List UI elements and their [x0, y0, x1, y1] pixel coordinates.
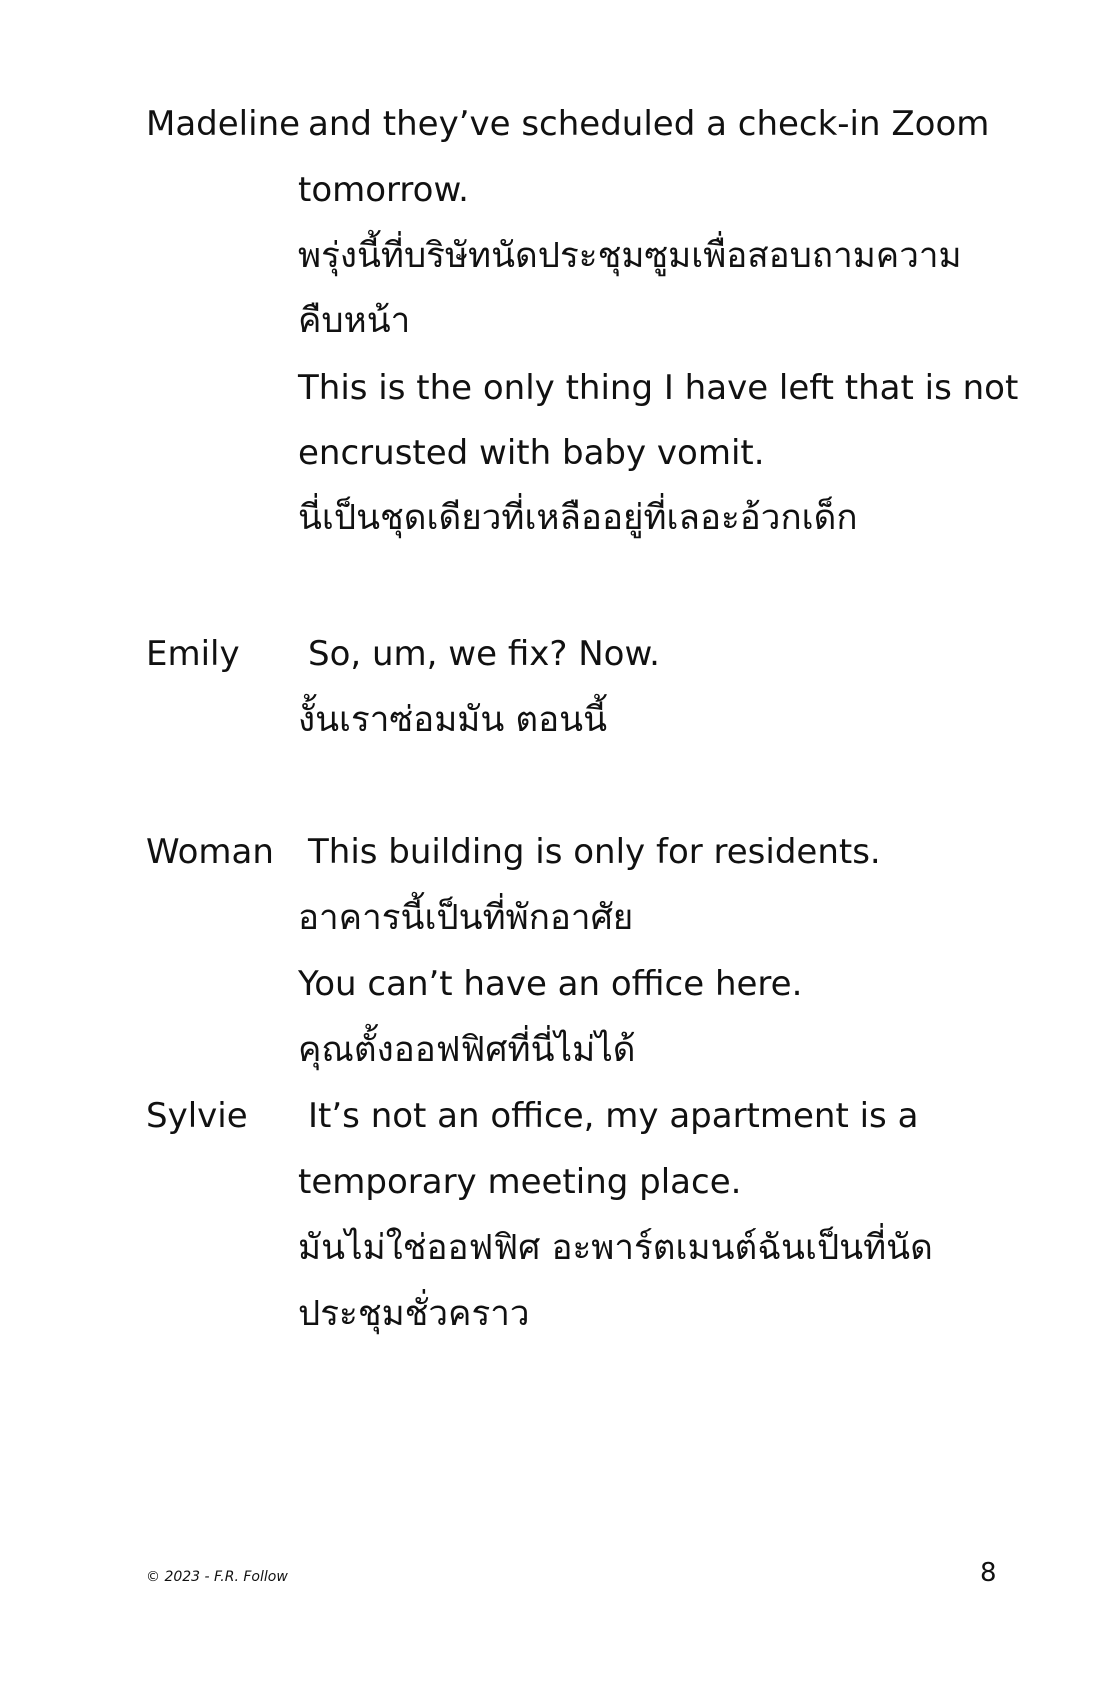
dialogue-line-thai: คืบหน้า: [298, 301, 411, 341]
copyright-notice: © 2023 - F.R. Follow: [146, 1569, 288, 1585]
dialogue-line: tomorrow.: [298, 170, 469, 210]
dialogue-line-thai: ประชุมชั่วคราว: [298, 1294, 530, 1334]
dialogue-line: and they’ve scheduled a check-in Zoom: [308, 104, 990, 144]
dialogue-line: temporary meeting place.: [298, 1162, 742, 1202]
speaker-name: Sylvie: [146, 1096, 248, 1136]
dialogue-line: It’s not an office, my apartment is a: [308, 1096, 919, 1136]
dialogue-line: This is the only thing I have left that is not: [298, 368, 1019, 408]
dialogue-line-thai: คุณตั้งออฟฟิศที่นี่ไม่ได้: [298, 1030, 636, 1070]
dialogue-line: This building is only for residents.: [308, 832, 881, 872]
dialogue-line: encrusted with baby vomit.: [298, 433, 765, 473]
dialogue-line: So, um, we fix? Now.: [308, 634, 660, 674]
dialogue-line-thai: อาคารนี้เป็นที่พักอาศัย: [298, 898, 634, 938]
speaker-name: Madeline: [146, 104, 301, 144]
dialogue-line-thai: มันไม่ใช่ออฟฟิศ อะพาร์ตเมนต์ฉันเป็นที่นัด: [298, 1228, 933, 1268]
dialogue-line-thai: นี่เป็นชุดเดียวที่เหลืออยู่ที่เลอะอ้วกเด็ก: [298, 498, 858, 538]
dialogue-line-thai: งั้นเราซ่อมมัน ตอนนี้: [298, 700, 608, 740]
speaker-name: Woman: [146, 832, 274, 872]
speaker-name: Emily: [146, 634, 240, 674]
dialogue-line-thai: พรุ่งนี้ที่บริษัทนัดประชุมซูมเพื่อสอบถามความ: [298, 236, 962, 276]
page-number: 8: [980, 1558, 997, 1588]
dialogue-line: You can’t have an office here.: [298, 964, 803, 1004]
